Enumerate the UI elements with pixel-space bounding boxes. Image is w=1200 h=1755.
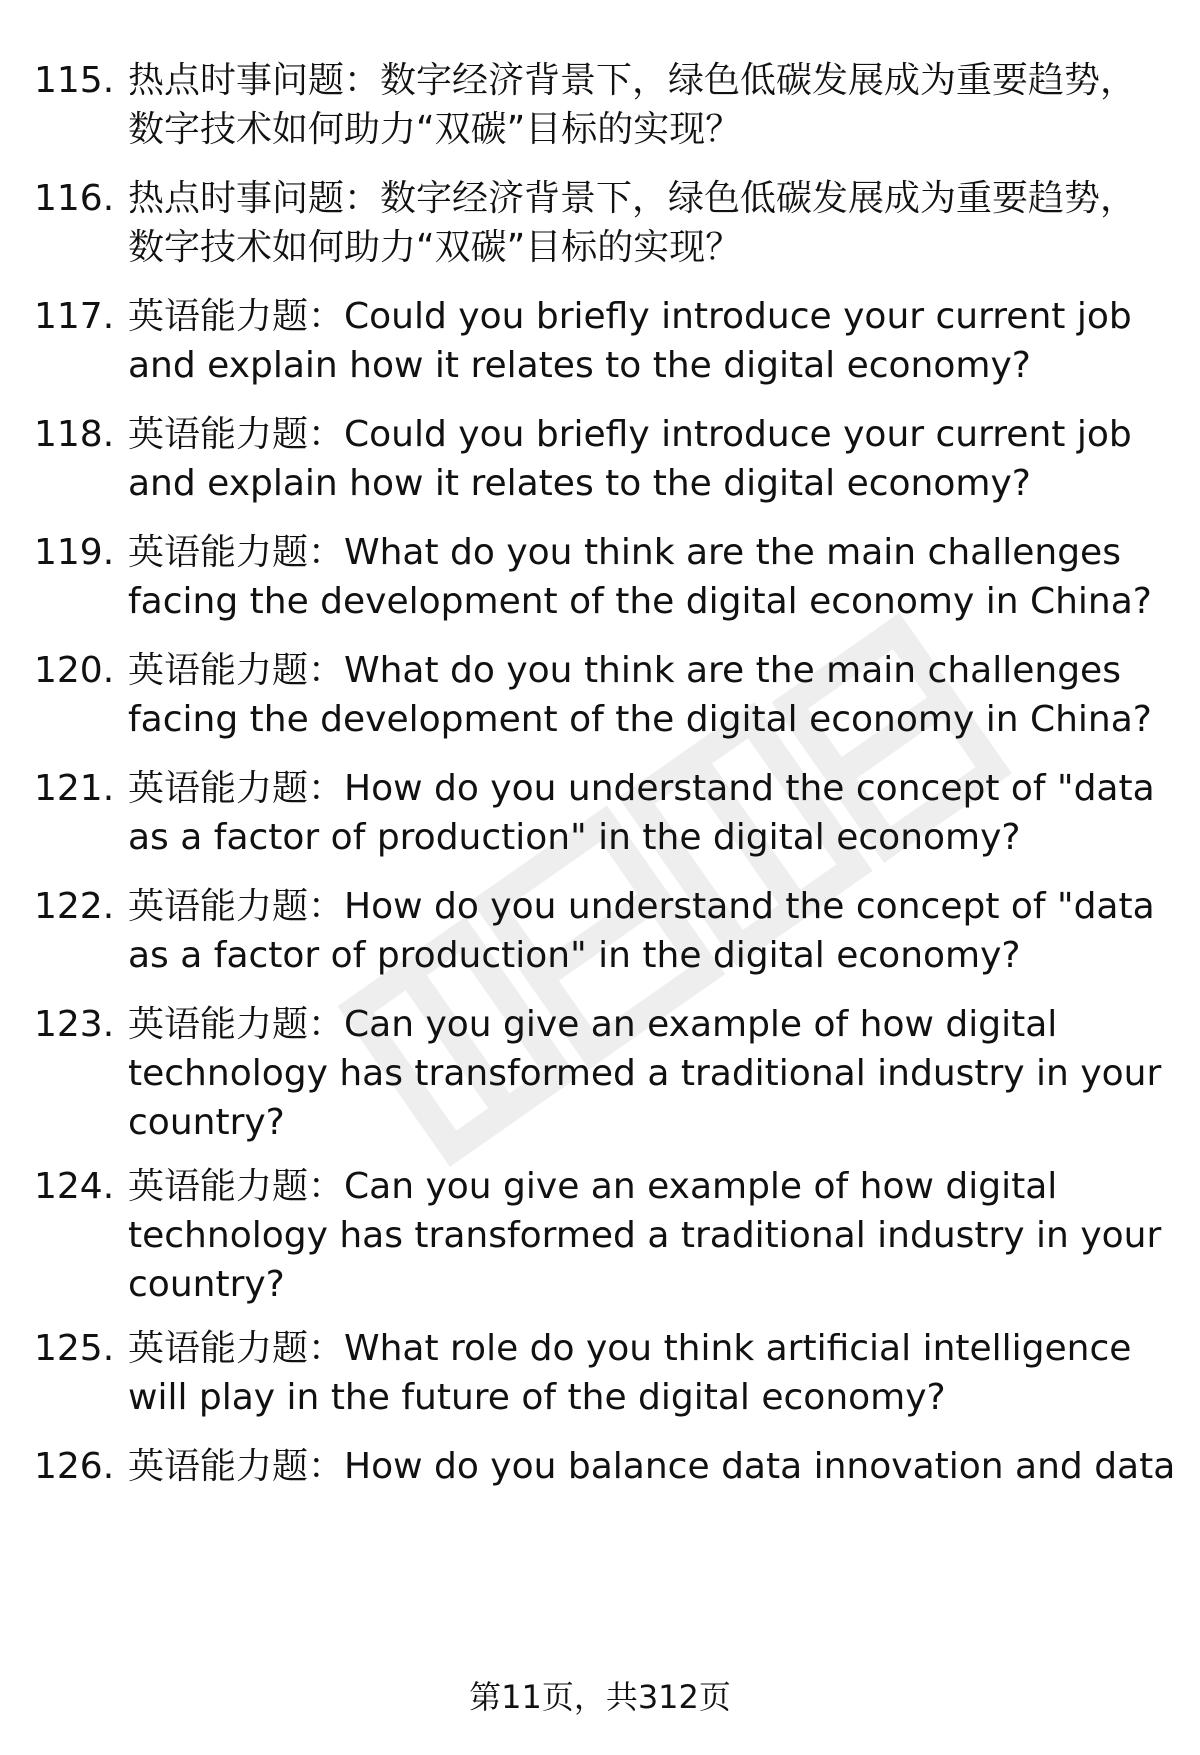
question-number: 119. [34,532,115,573]
question-text: 英语能力题：How do you understand the concept of "data as a factor of production" in the digital economy? [128,886,1155,976]
question-text: 英语能力题：What do you think are the main challenges facing the development of the digital economy in China? [128,650,1152,740]
question-text: 英语能力题：How do you balance data innovation and data [128,1446,1176,1487]
question-number: 120. [34,650,115,691]
question-number: 123. [34,1004,115,1045]
question-number: 126. [34,1446,115,1487]
question-number: 117. [34,296,115,337]
question-number: 116. [34,178,115,219]
question-number: 121. [34,768,115,809]
question-number: 118. [34,414,115,455]
question-text: 英语能力题：How do you understand the concept of "data as a factor of production" in the digital economy? [128,768,1155,858]
question-text: 英语能力题：What role do you think artificial intelligence will play in the future of the digital economy? [128,1328,1132,1418]
question-text: 英语能力题：What do you think are the main challenges facing the development of the digital economy in China? [128,532,1152,622]
question-text: 英语能力题：Could you briefly introduce your current job and explain how it relates to the digital economy? [128,414,1132,504]
question-text: 英语能力题：Could you briefly introduce your current job and explain how it relates to the digital economy? [128,296,1132,386]
question-text: 英语能力题：Can you give an example of how digital technology has transformed a traditional industry in your country? [128,1004,1162,1143]
question-number: 115. [34,60,115,101]
question-text: 热点时事问题：数字经济背景下，绿色低碳发展成为重要趋势， 数字技术如何助力“双碳”目标的实现？ [128,178,1137,268]
question-number: 124. [34,1166,115,1207]
question-number: 122. [34,886,115,927]
question-number: 125. [34,1328,115,1369]
question-text: 英语能力题：Can you give an example of how digital technology has transformed a traditional industry in your country? [128,1166,1162,1305]
page-footer: 第11页，共312页 [469,1678,731,1716]
question-text: 热点时事问题：数字经济背景下，绿色低碳发展成为重要趋势， 数字技术如何助力“双碳”目标的实现？ [128,60,1137,150]
